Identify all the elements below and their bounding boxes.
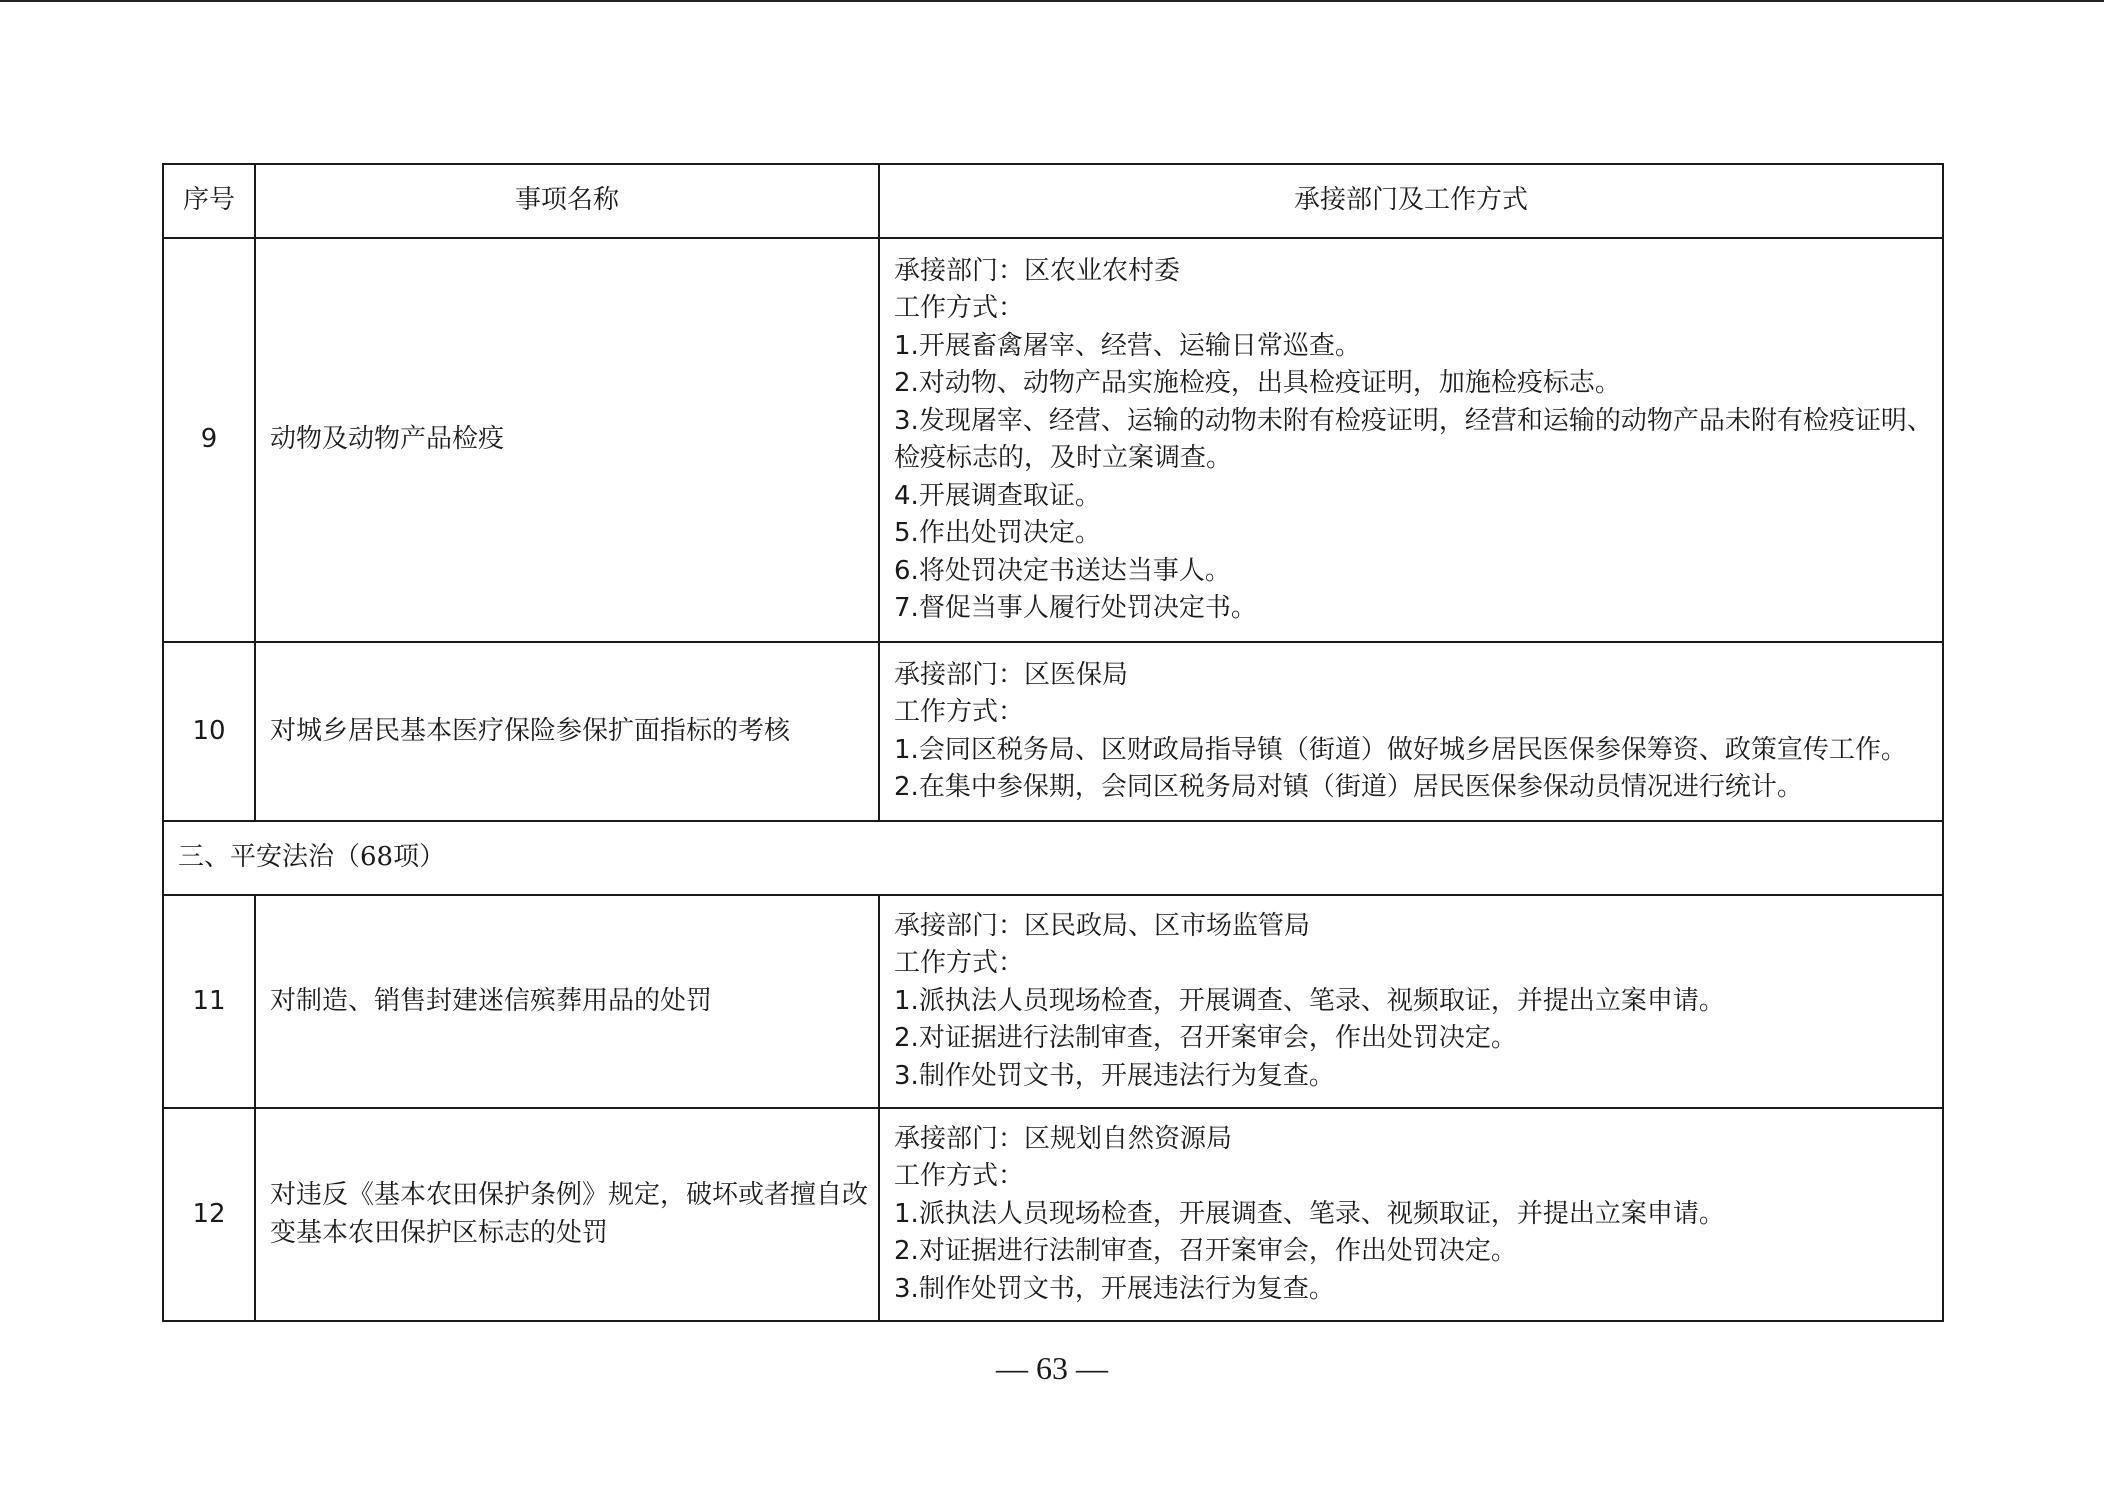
method-step: 5.作出处罚决定。: [894, 518, 1101, 548]
row-department-method: [879, 1108, 1943, 1321]
method-step: 1.开展畜禽屠宰、经营、运输日常巡查。: [894, 330, 1361, 361]
department-line: 承接部门：区医保局: [894, 659, 1129, 690]
method-step: 2.在集中参保期，会同区税务局对镇（街道）居民医保参保动员情况进行统计。: [894, 772, 1803, 802]
method-label: 工作方式：: [894, 948, 1025, 979]
row-department-method: [879, 642, 1943, 821]
row-item-name: [255, 642, 879, 821]
method-step: 1.派执法人员现场检查，开展调查、笔录、视频取证，并提出立案申请。: [894, 985, 1725, 1016]
method-step: 2.对动物、动物产品实施检疫，出具检疫证明，加施检疫标志。: [894, 368, 1621, 398]
method-step: 3.制作处罚文书，开展违法行为复查。: [894, 1060, 1335, 1091]
method-step: 1.会同区税务局、区财政局指导镇（街道）做好城乡居民医保参保筹资、政策宣传工作。: [894, 734, 1907, 765]
method-step: 1.派执法人员现场检查，开展调查、笔录、视频取证，并提出立案申请。: [894, 1198, 1725, 1229]
method-step: 3.发现屠宰、经营、运输的动物未附有检疫证明，经营和运输的动物产品未附有检疫证明、检疫标志的，及时立案调查。: [894, 405, 1933, 473]
item-name-text: 对制造、销售封建迷信殡葬用品的处罚: [270, 985, 713, 1016]
header-department-method: 承接部门及工作方式: [879, 164, 1943, 238]
header-serial: 序号: [163, 164, 255, 238]
item-name-text: 动物及动物产品检疫: [270, 424, 505, 455]
department-line: 承接部门：区民政局、区市场监管局: [894, 910, 1311, 941]
department-line: 承接部门：区规划自然资源局: [894, 1123, 1233, 1154]
table-row: [163, 642, 1943, 821]
department-line: 承接部门：区农业农村委: [894, 255, 1181, 286]
row-item-name: [255, 895, 879, 1108]
table-row: [163, 1108, 1943, 1321]
row-item-name: [255, 238, 879, 642]
section-row: [163, 821, 1943, 895]
row-department-method: [879, 895, 1943, 1108]
row-department-method: [879, 238, 1943, 642]
item-name-text: 对违反《基本农田保护条例》规定，破坏或者擅自改变基本农田保护区标志的处罚: [270, 1180, 869, 1248]
row-item-name: [255, 1108, 879, 1321]
section-title: 三、平安法治（68项）: [163, 821, 1943, 895]
method-step: 3.制作处罚文书，开展违法行为复查。: [894, 1273, 1335, 1304]
item-name-text: 对城乡居民基本医疗保险参保扩面指标的考核: [270, 715, 791, 746]
page-number: — 63 —: [996, 1350, 1108, 1386]
row-number: 11: [163, 895, 255, 1108]
method-step: 7.督促当事人履行处罚决定书。: [894, 593, 1257, 623]
method-step: 6.将处罚决定书送达当事人。: [894, 555, 1231, 586]
table-header-row: [163, 164, 1943, 238]
method-step: 2.对证据进行法制审查，召开案审会，作出处罚决定。: [894, 1236, 1517, 1267]
method-label: 工作方式：: [894, 293, 1025, 323]
method-label: 工作方式：: [894, 1161, 1025, 1192]
header-item-name: 事项名称: [255, 164, 879, 238]
row-number: 10: [163, 642, 255, 821]
table-row: [163, 238, 1943, 642]
method-label: 工作方式：: [894, 697, 1025, 727]
row-number: 9: [163, 238, 255, 642]
method-step: 4.开展调查取证。: [894, 480, 1101, 511]
row-number: 12: [163, 1108, 255, 1321]
items-table: [162, 163, 1944, 1322]
method-step: 2.对证据进行法制审查，召开案审会，作出处罚决定。: [894, 1023, 1517, 1054]
table-row: [163, 895, 1943, 1108]
top-border-line: [0, 0, 2104, 2]
